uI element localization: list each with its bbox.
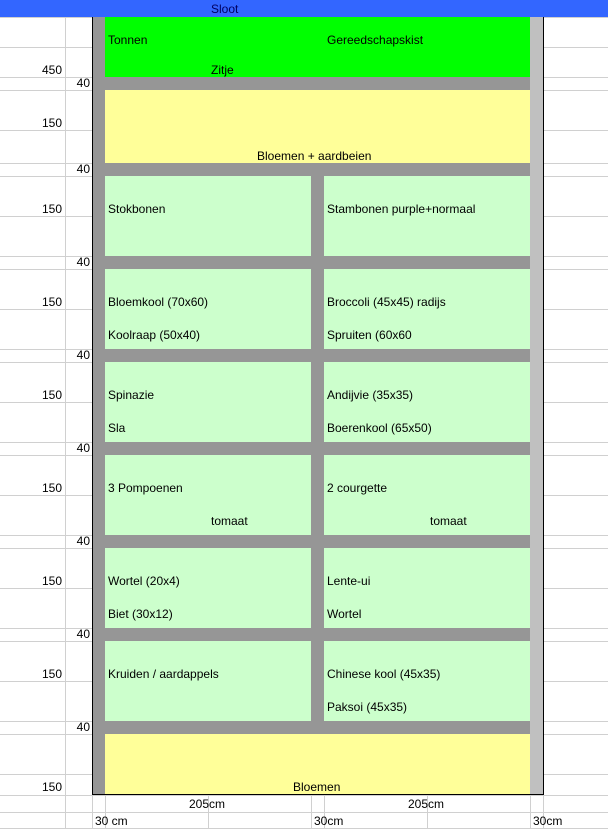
bed-left[interactable] xyxy=(105,641,311,721)
bed-left-label-1: Stokbonen xyxy=(108,202,166,216)
label-tonnen: Tonnen xyxy=(108,33,148,47)
bed-size: 150 xyxy=(41,574,62,588)
bed-left-label-2: Koolraap (50x40) xyxy=(108,328,201,342)
middle-path xyxy=(311,362,324,442)
lawn-area[interactable] xyxy=(105,17,530,77)
width-left-bed: 205cm xyxy=(189,797,226,811)
bed-size: 150 xyxy=(41,202,62,216)
bed-left[interactable] xyxy=(105,455,311,535)
bed-right-label-1: Lente-ui xyxy=(327,574,371,588)
sloot-label[interactable]: Sloot xyxy=(211,2,239,16)
middle-path xyxy=(311,455,324,535)
right-edge-strip xyxy=(530,17,543,794)
middle-path xyxy=(311,548,324,628)
size-top: 450 xyxy=(41,63,62,77)
width-path-right: 30cm xyxy=(533,814,563,828)
bed-left-label-2: tomaat xyxy=(211,514,248,528)
grid-col-line xyxy=(65,17,66,829)
size-strip1: 150 xyxy=(41,116,62,130)
bed-right-label-1: Stambonen purple+normaal xyxy=(327,202,476,216)
bed-right-label-2: Paksoi (45x35) xyxy=(327,700,408,714)
width-right-bed: 205cm xyxy=(408,797,445,811)
sloot-bar xyxy=(0,0,608,17)
bed-right[interactable] xyxy=(324,455,530,535)
size-strip2: 150 xyxy=(41,780,62,794)
bed-size: 150 xyxy=(41,481,62,495)
path-width-label: 40 xyxy=(76,720,90,734)
label-zitje: Zitje xyxy=(211,63,234,77)
bed-left-label-1: 3 Pompoenen xyxy=(108,481,183,495)
bed-right-label-2: Boerenkool (65x50) xyxy=(327,421,432,435)
bed-right-label-2: Spruiten (60x60 xyxy=(327,328,412,342)
bed-left[interactable] xyxy=(105,362,311,442)
bed-right-label-2: Wortel xyxy=(327,607,362,621)
bed-size: 150 xyxy=(41,295,62,309)
middle-path xyxy=(311,641,324,721)
bed-size: 150 xyxy=(41,667,62,681)
bed-right-label-1: 2 courgette xyxy=(327,481,388,495)
middle-path xyxy=(311,176,324,256)
bed-right-label-1: Chinese kool (45x35) xyxy=(327,667,441,681)
width-path-left: 30 cm xyxy=(95,814,128,828)
bed-left-label-2: Biet (30x12) xyxy=(108,607,173,621)
bed-left-label-2: Sla xyxy=(108,421,126,435)
bed-left[interactable] xyxy=(105,176,311,256)
path-width-label: 40 xyxy=(76,348,90,362)
bed-left-label-1: Bloemkool (70x60) xyxy=(108,295,209,309)
bed-right-label-1: Broccoli (45x45) radijs xyxy=(327,295,446,309)
bed-right-label-2: tomaat xyxy=(430,514,467,528)
label-gereedschapskist: Gereedschapskist xyxy=(327,33,424,47)
width-path-mid: 30cm xyxy=(314,814,344,828)
bed-left-label-1: Kruiden / aardappels xyxy=(108,667,219,681)
path-width-label: 40 xyxy=(76,534,90,548)
path-width-label: 40 xyxy=(76,76,90,90)
path-width-label: 40 xyxy=(76,162,90,176)
bed-left-label-1: Spinazie xyxy=(108,388,155,402)
bed-right[interactable] xyxy=(324,176,530,256)
path-width-label: 40 xyxy=(76,255,90,269)
bed-right-label-1: Andijvie (35x35) xyxy=(327,388,414,402)
label-bloemen: Bloemen xyxy=(293,780,341,794)
bed-size: 150 xyxy=(41,388,62,402)
label-bloemen-aardbeien: Bloemen + aardbeien xyxy=(257,149,372,163)
path-width-label: 40 xyxy=(76,441,90,455)
middle-path xyxy=(311,269,324,349)
path-width-label: 40 xyxy=(76,627,90,641)
bed-left-label-1: Wortel (20x4) xyxy=(108,574,180,588)
